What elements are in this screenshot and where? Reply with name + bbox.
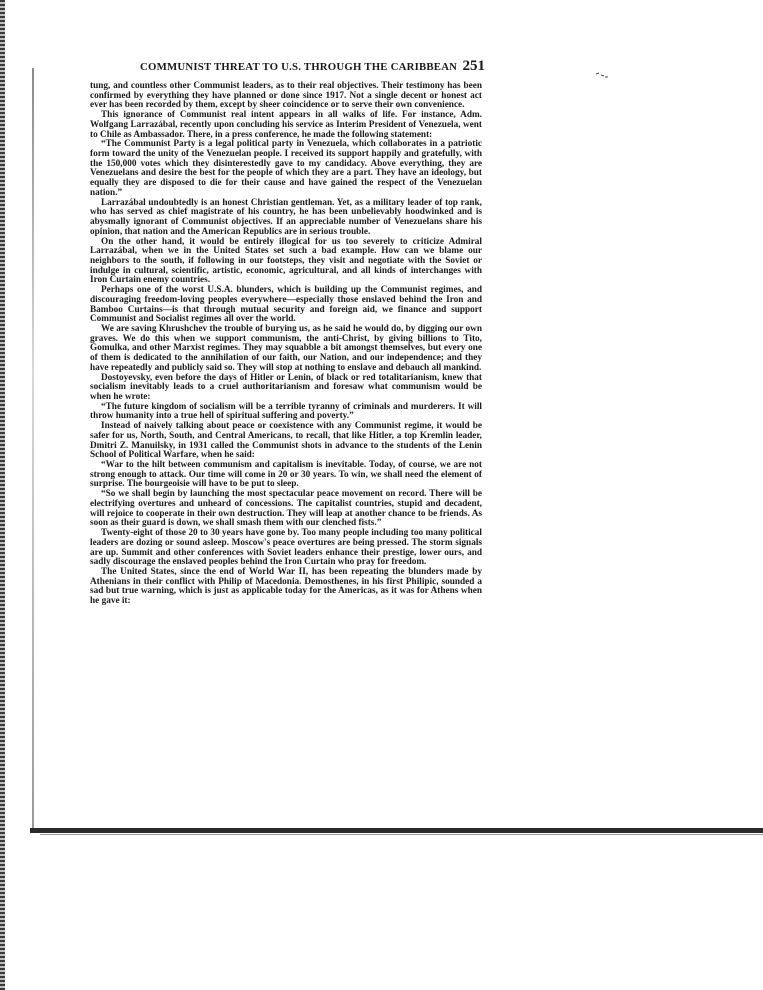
quoted-paragraph: “The future kingdom of socialism will be a terrible tyranny of criminals and murderers. It will throw humanity into a true hell of spiritual suffering and poverty.” xyxy=(90,401,482,422)
paragraph: Larrazábal undoubtedly is an honest Christian gentleman. Yet, as a military leader of top rank, who has served as chief magistrate of his country, he has been unbelievably hoodwinked and is abysmally ignorant of Communist objectives. If an appreciable number of Venezuelans share his opinion, that nation and the American Republics are in serious trouble. xyxy=(90,197,482,237)
page-fold-line xyxy=(32,68,34,828)
paragraph: Dostoyevsky, even before the days of Hitler or Lenin, of black or red totalitarianism, knew that socialism inevitably leads to a cruel authoritarianism and foresaw what communism would be when he wrote: xyxy=(90,372,482,402)
paragraph: Twenty-eight of those 20 to 30 years have gone by. Too many people including too many political leaders are dozing or sound asleep. Moscow's peace overtures are being pressed. The storm signals are up. Summit and other conferences with Soviet leaders enhance their prestige, lower ours, and sadly discourage the enslaved peoples behind the Iron Curtain who pray for freedom. xyxy=(90,528,482,568)
quoted-paragraph: “War to the hilt between communism and capitalism is inevitable. Today, of course, we are not strong enough to attack. Our time will come in 20 or 30 years. To win, we shall need the element of surprise. The bourgeoisie will have to be put to sleep. xyxy=(90,460,482,490)
paragraph: tung, and countless other Communist leaders, as to their real objectives. Their testimony has been confirmed by everything they have planned or done since 1917. Not a single decent or honest act ever has been recorded by them, except by sheer coincidence or to serve their own convenience. xyxy=(90,81,482,111)
page-bottom-edge xyxy=(30,828,763,833)
paragraph: We are saving Khrushchev the trouble of burying us, as he said he would do, by digging our own graves. We do this when we support communism, the anti-Christ, by giving billions to Tito, Gomulka, and other Marxist regimes. They may squabble a bit amongst themselves, but every one of them is dedicated to the annihilation of our faith, our Nation, and our independence; and they have repeatedly and publicly said so. They will stop at nothing to enslave and debauch all mankind. xyxy=(90,323,482,373)
paragraph: Perhaps one of the worst U.S.A. blunders, which is building up the Communist regimes, and discouraging freedom-loving peoples everywhere—especially those enslaved behind the Iron and Bamboo Curtains—is that through mutual security and foreign aid, we finance and support Communist and Socialist regimes all over the world. xyxy=(90,285,482,325)
paragraph: On the other hand, it would be entirely illogical for us too severely to criticize Admiral Larrazábal, when we in the United States set such a bad example. How can we blame our neighbors to the south, if following in our footsteps, they visit and negotiate with the Soviet or indulge in cultural, scientific, artistic, economic, agricultural, and all kinds of interchanges with Iron Curtain enemy countries. xyxy=(90,236,482,286)
scan-left-edge xyxy=(0,0,5,990)
scan-speck-mark xyxy=(595,72,609,78)
page-bottom-shadow xyxy=(40,834,763,835)
paragraph: Instead of naively talking about peace or coexistence with any Communist regime, it would be safer for us, North, South, and Central Americans, to recall, that like Hitler, a top Kremlin leader, Dmitri Z. Manuilsky, in 1931 called the Communist shots in advance to the students of the Lenin School of Political Warfare, when he said: xyxy=(90,421,482,461)
page-header xyxy=(140,58,485,76)
page-number: 251 xyxy=(462,58,485,74)
quoted-paragraph: “The Communist Party is a legal political party in Venezuela, which collaborates in a patriotic form toward the unity of the Venezuelan people. I received its support happily and gratefully, with the 150,000 votes which they disinterestedly gave to my candidacy. Above everything, they are Venezuelans and desire the best for the people of which they are a part. They have an ideology, but equally they are disposed to die for their cause and have gained the respect of the Venezuelan nation.” xyxy=(90,139,482,198)
running-head: COMMUNIST THREAT TO U.S. THROUGH THE CARIBBEAN xyxy=(140,61,458,73)
page-body xyxy=(90,82,482,607)
paragraph: The United States, since the end of World War II, has been repeating the blunders made by Athenians in their conflict with Philip of Macedonia. Demosthenes, in his first Philipic, sounded a sad but true warning, which is just as applicable today for the Americas, as it was for Athens when he gave it: xyxy=(90,566,482,607)
quoted-paragraph: “So we shall begin by launching the most spectacular peace movement on record. There will be electrifying overtures and unheard of concessions. The capitalist countries, stupid and decadent, will rejoice to cooperate in their own destruction. They will leap at another chance to be friends. As soon as their guard is down, we shall smash them with our clenched fists.” xyxy=(90,489,482,529)
paragraph: This ignorance of Communist real intent appears in all walks of life. For instance, Adm. Wolfgang Larrazábal, recently upon concluding his service as Interim President of Venezuela, went to Chile as Ambassador. There, in a press conference, he made the following statement: xyxy=(90,110,482,140)
